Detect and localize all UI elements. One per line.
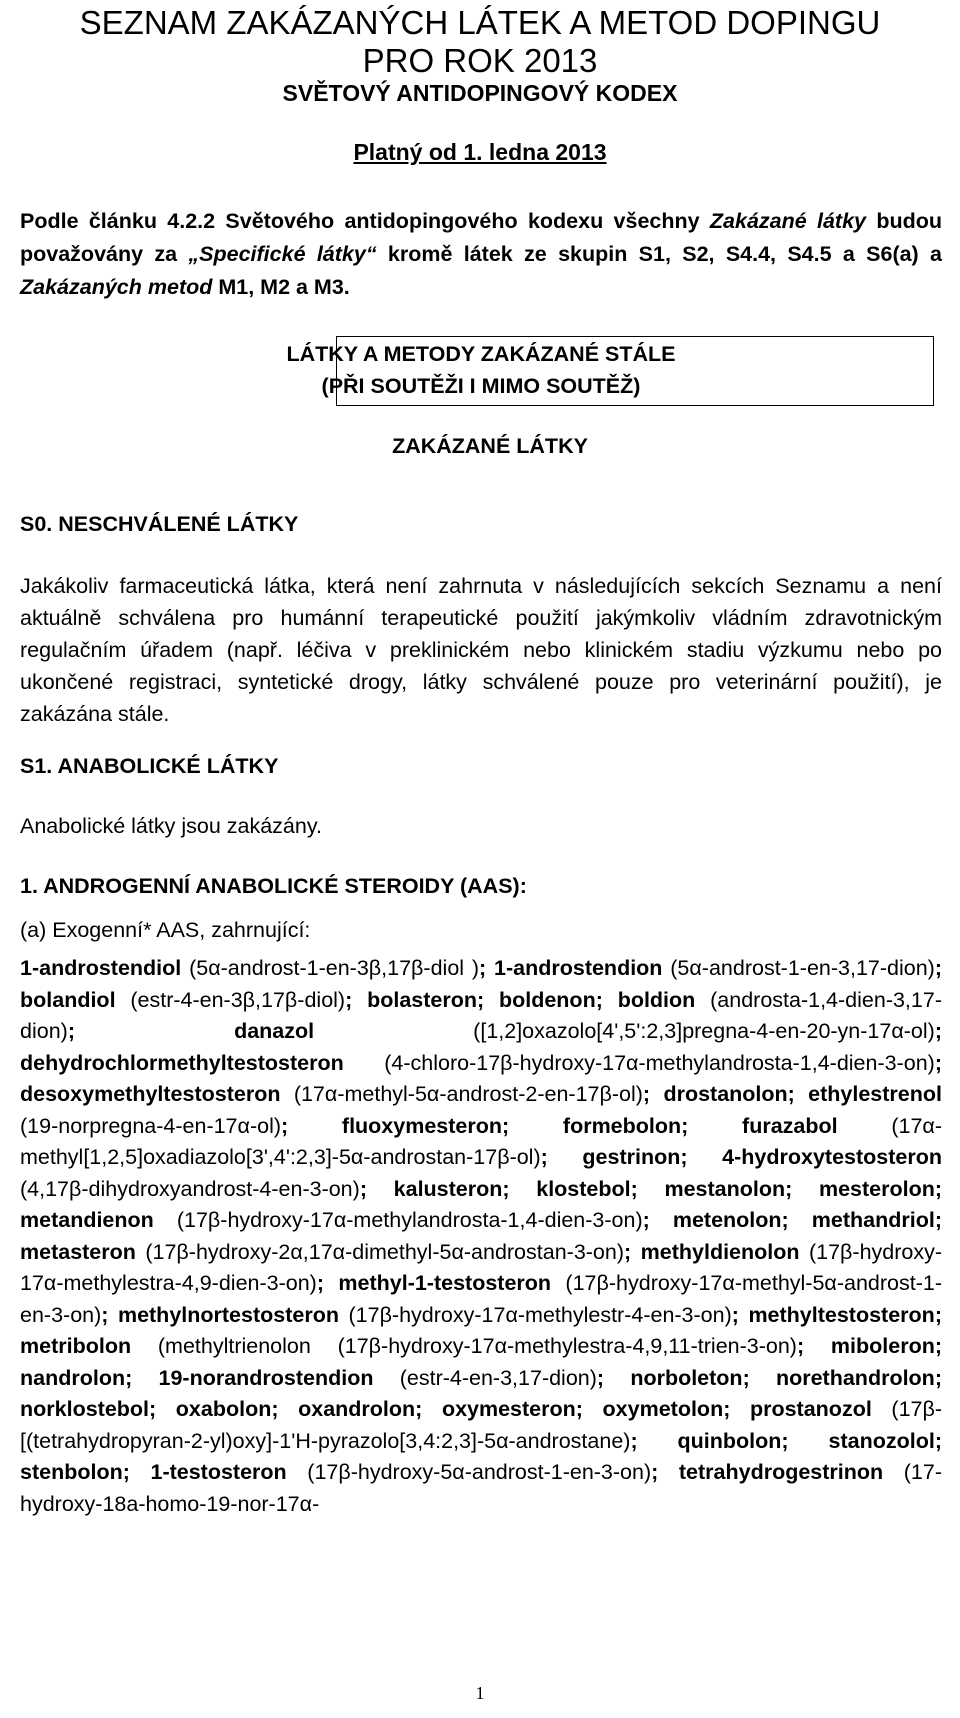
steroid-name: oxandrolon [298,1397,416,1421]
steroid-item: methyltestosteron; [748,1302,942,1327]
steroid-name: mestanolon [664,1176,786,1201]
intro-text-1: Podle článku 4.2.2 Světového antidopingového kodexu všechny [20,209,710,233]
always-prohibited-title [20,338,942,402]
steroid-item: bolasteron; [367,987,499,1012]
steroid-name: formebolon [562,1113,682,1138]
intro-italic-1: Zakázané látky [709,209,867,233]
steroid-item: norklostebol; [20,1397,176,1421]
steroid-description: (estr-4-en-3,17-dion) [373,1365,597,1390]
steroid-name: 1-androstendion [494,956,663,980]
steroid-name: ethylestrenol [808,1082,942,1106]
box-line-1: LÁTKY A METODY ZAKÁZANÉ STÁLE [286,342,676,366]
steroid-item: danazol ([1,2]oxazolo[4',5':2,3]pregna-4-en-20-yn-17α-ol); [234,1019,942,1043]
s0-heading: S0. NESCHVÁLENÉ LÁTKY [20,512,299,536]
steroid-item: miboleron; [830,1334,943,1358]
steroid-description: (4,17β-dihydroxyandrost-4-en-3-on) [20,1176,360,1201]
steroid-name: kalusteron [393,1176,503,1201]
steroid-item: stanozolol; [828,1428,942,1453]
steroid-description: (17β-hydroxy-5α-androst-1-en-3-on) [286,1460,652,1484]
steroid-item: kalusteron; [393,1176,537,1201]
steroid-item: mestanolon; [664,1176,819,1201]
steroid-item: formebolon; [562,1113,743,1138]
steroid-description: (17β-hydroxy-17α-methylandrosta-1,4-dien-3-on) [153,1208,643,1232]
steroid-name: 1-testosteron [150,1460,287,1484]
steroid-name: miboleron [830,1334,935,1358]
steroid-name: bolasteron [367,987,477,1012]
steroid-item: 1-testosteron (17β-hydroxy-5α-androst-1-en-3-on); [150,1460,679,1484]
steroid-item: metandienon (17β-hydroxy-17α-methylandrosta-1,4-dien-3-on); [20,1208,673,1232]
steroid-name: methyl-1-testosteron [338,1271,552,1295]
steroid-item: mesterolon; [818,1176,943,1201]
steroid-item: gestrinon; [582,1145,723,1169]
steroid-name: drostanolon [663,1082,788,1106]
intro-paragraph [20,205,942,304]
steroid-name: metribolon [20,1334,132,1358]
page-number: 1 [475,1683,485,1703]
steroid-item: oxymesteron; [441,1397,603,1421]
s1-sub-heading: 1. ANDROGENNÍ ANABOLICKÉ STEROIDY (AAS): [20,874,527,898]
steroid-item: ethylestrenol (19-norpregna-4-en-17α-ol); [20,1082,942,1138]
steroid-item: metenolon; [672,1208,812,1232]
steroid-description: (17β-hydroxy-2α,17α-dimethyl-5α-androstan-3-on) [135,1239,625,1264]
section-title: ZAKÁZANÉ LÁTKY [392,434,588,458]
steroid-item: methylnortestosteron (17β-hydroxy-17α-methylestr-4-en-3-on); [117,1302,749,1327]
steroid-item: furazabol (17α-methyl[1,2,5]oxadiazolo[3',4':2,3]-5α-androstan-17β-ol); [20,1113,943,1169]
s0-text: Jakákoliv farmaceutická látka, která není zahrnuta v následujících sekcích Seznamu a není aktuálně schválena pro humánní terapeutické použití jakýmkoliv vládním zdravotnickým regulačním úřadem (např. léčiva v preklinickém nebo klinickém stadiu výzkumu nebo po ukončené registraci, syntetické drogy, látky schválené pouze pro veterinární použití), je zakázána stále. [20,574,942,726]
steroid-name: 1-androstendiol [20,956,182,980]
intro-italic-3: Zakázaných metod [20,275,213,299]
steroid-name: boldion [617,987,696,1012]
steroid-item: drostanolon; [663,1082,809,1106]
steroid-item: oxabolon; [175,1397,299,1421]
steroid-name: klostebol [536,1176,631,1201]
steroid-description: (17β-[(tetrahydropyran-2-yl)oxy]-1'H-pyrazolo[3,4:2,3]-5α-androstane) [20,1397,943,1453]
steroid-description: (17α-methyl[1,2,5]oxadiazolo[3',4':2,3]-5α-androstan-17β-ol) [20,1113,943,1169]
steroid-item: quinbolon; [677,1428,829,1453]
title-line-1: SEZNAM ZAKÁZANÝCH LÁTEK A METOD DOPINGU [79,4,881,41]
title-line-2: PRO ROK 2013 [362,42,598,79]
steroid-name: nandrolon [20,1365,126,1390]
s1-heading: S1. ANABOLICKÉ LÁTKY [20,754,279,778]
title-line-3: SVĚTOVÝ ANTIDOPINGOVÝ KODEX [282,80,678,106]
steroid-name: tetrahydrogestrinon [678,1460,884,1484]
steroid-item: metribolon (methyltrienolon (17β-hydroxy-17α-methylestra-4,9,11-trien-3-on); [20,1334,831,1358]
steroid-name: oxabolon [175,1397,272,1421]
intro-text-3: kromě látek ze skupin S1, S2, S4.4, S4.5 a S6(a) a [376,242,942,266]
steroid-name: oxymetolon [602,1397,724,1421]
steroid-name: methyltestosteron [748,1302,935,1327]
steroid-item: prostanozol (17β-[(tetrahydropyran-2-yl)oxy]-1'H-pyrazolo[3,4:2,3]-5α-androstane); [20,1397,943,1453]
steroid-name: danazol [234,1019,315,1043]
steroid-name: prostanozol [749,1397,872,1421]
steroid-item: desoxymethyltestosteron (17α-methyl-5α-androst-2-en-17β-ol); [20,1082,664,1106]
steroid-name: 19-norandrostendion [158,1365,374,1390]
steroid-item: stenbolon; [20,1460,151,1484]
steroid-name: mesterolon [818,1176,935,1201]
steroid-name: 4-hydroxytestosteron [722,1145,943,1169]
steroid-description: (17β-hydroxy-17α-methylestr-4-en-3-on) [338,1302,732,1327]
steroid-item: bolandiol (estr-4-en-3β,17β-diol); [20,987,368,1012]
valid-from-text: Platný od 1. ledna 2013 [353,139,607,165]
box-line-2: (PŘI SOUTĚŽI I MIMO SOUTĚŽ) [321,374,641,398]
steroid-description: (17-hydroxy-18a-homo-19-nor-17α- [20,1460,942,1516]
steroid-item: boldenon; [498,987,618,1012]
steroid-item: klostebol; [536,1176,665,1201]
steroid-description: ([1,2]oxazolo[4',5':2,3]pregna-4-en-20-yn-17α-ol) [314,1019,935,1043]
steroid-item: norboleton; [630,1365,776,1390]
steroid-item: boldion (androsta-1,4-dien-3,17-dion); [20,987,942,1043]
steroid-name: norklostebol [20,1397,150,1421]
steroid-name: methyldienolon [640,1239,800,1264]
steroid-name: methylnortestosteron [117,1302,339,1327]
steroid-name: oxymesteron [441,1397,576,1421]
steroid-name: dehydrochlormethyltestosteron [20,1050,344,1075]
steroid-item: methyl-1-testosteron (17β-hydroxy-17α-methyl-5α-androst-1-en-3-on); [20,1271,942,1327]
steroid-name: fluoxymesteron [341,1113,503,1138]
steroid-name: gestrinon [582,1145,681,1169]
steroid-description: (4-chloro-17β-hydroxy-17α-methylandrosta-1,4-dien-3-on) [343,1050,935,1075]
steroid-item: fluoxymesteron; [341,1113,563,1138]
steroid-description: (17β-hydroxy-17α-methylestra-4,9-dien-3-on) [20,1239,943,1295]
s1-sub-a: (a) Exogenní* AAS, zahrnující: [20,918,311,942]
s1-text: Anabolické látky jsou zakázány. [20,814,322,838]
steroid-item: 1-androstendiol (5α-androst-1-en-3β,17β-diol ); [20,956,495,980]
steroid-name: metenolon [672,1208,782,1232]
steroid-name: stanozolol [828,1428,935,1453]
steroid-item: oxandrolon; [298,1397,442,1421]
steroid-description: (17β-hydroxy-17α-methyl-5α-androst-1-en-3-on) [20,1271,942,1327]
steroid-description: (androsta-1,4-dien-3,17-dion) [20,987,942,1043]
steroid-item: 1-androstendion (5α-androst-1-en-3,17-dion); [494,956,943,980]
steroid-item: norethandrolon; [775,1365,942,1390]
steroid-name: quinbolon [677,1428,782,1453]
steroid-name: furazabol [742,1113,838,1138]
steroid-name: metasteron [20,1239,136,1264]
intro-text-2: budou považovány za [20,209,942,266]
steroid-item: methandriol; [811,1208,942,1232]
steroid-description: (methyltrienolon (17β-hydroxy-17α-methylestra-4,9,11-trien-3-on) [131,1334,797,1358]
steroid-list [20,953,942,1520]
steroid-name: bolandiol [20,987,116,1012]
steroid-description: (19-norpregna-4-en-17α-ol) [20,1113,282,1138]
steroid-name: stenbolon [20,1460,123,1484]
steroid-name: norethandrolon [775,1365,935,1390]
steroid-description: (5α-androst-1-en-3β,17β-diol ) [181,956,480,980]
steroid-description: (5α-androst-1-en-3,17-dion) [662,956,935,980]
steroid-item: metasteron (17β-hydroxy-2α,17α-dimethyl-5α-androstan-3-on); [20,1239,641,1264]
steroid-name: boldenon [498,987,596,1012]
steroid-description: (estr-4-en-3β,17β-diol) [115,987,346,1012]
steroid-name: norboleton [630,1365,743,1390]
steroid-item: 4-hydroxytestosteron (4,17β-dihydroxyandrost-4-en-3-on); [20,1145,943,1201]
steroid-item: dehydrochlormethyltestosteron (4-chloro-17β-hydroxy-17α-methylandrosta-1,4-dien-3-on); [20,1050,942,1075]
steroid-item: nandrolon; [20,1365,159,1390]
steroid-item: oxymetolon; [602,1397,750,1421]
steroid-item: methyldienolon (17β-hydroxy-17α-methylestra-4,9-dien-3-on); [20,1239,943,1295]
valid-from [0,138,960,166]
steroid-name: desoxymethyltestosteron [20,1082,281,1106]
steroid-name: metandienon [20,1208,154,1232]
intro-text-4: M1, M2 a M3. [212,275,350,299]
intro-italic-2: „Specifické látky“ [188,242,377,266]
steroid-name: methandriol [811,1208,935,1232]
steroid-description: (17α-methyl-5α-androst-2-en-17β-ol) [280,1082,643,1106]
steroid-item: 19-norandrostendion (estr-4-en-3,17-dion); [158,1365,631,1390]
